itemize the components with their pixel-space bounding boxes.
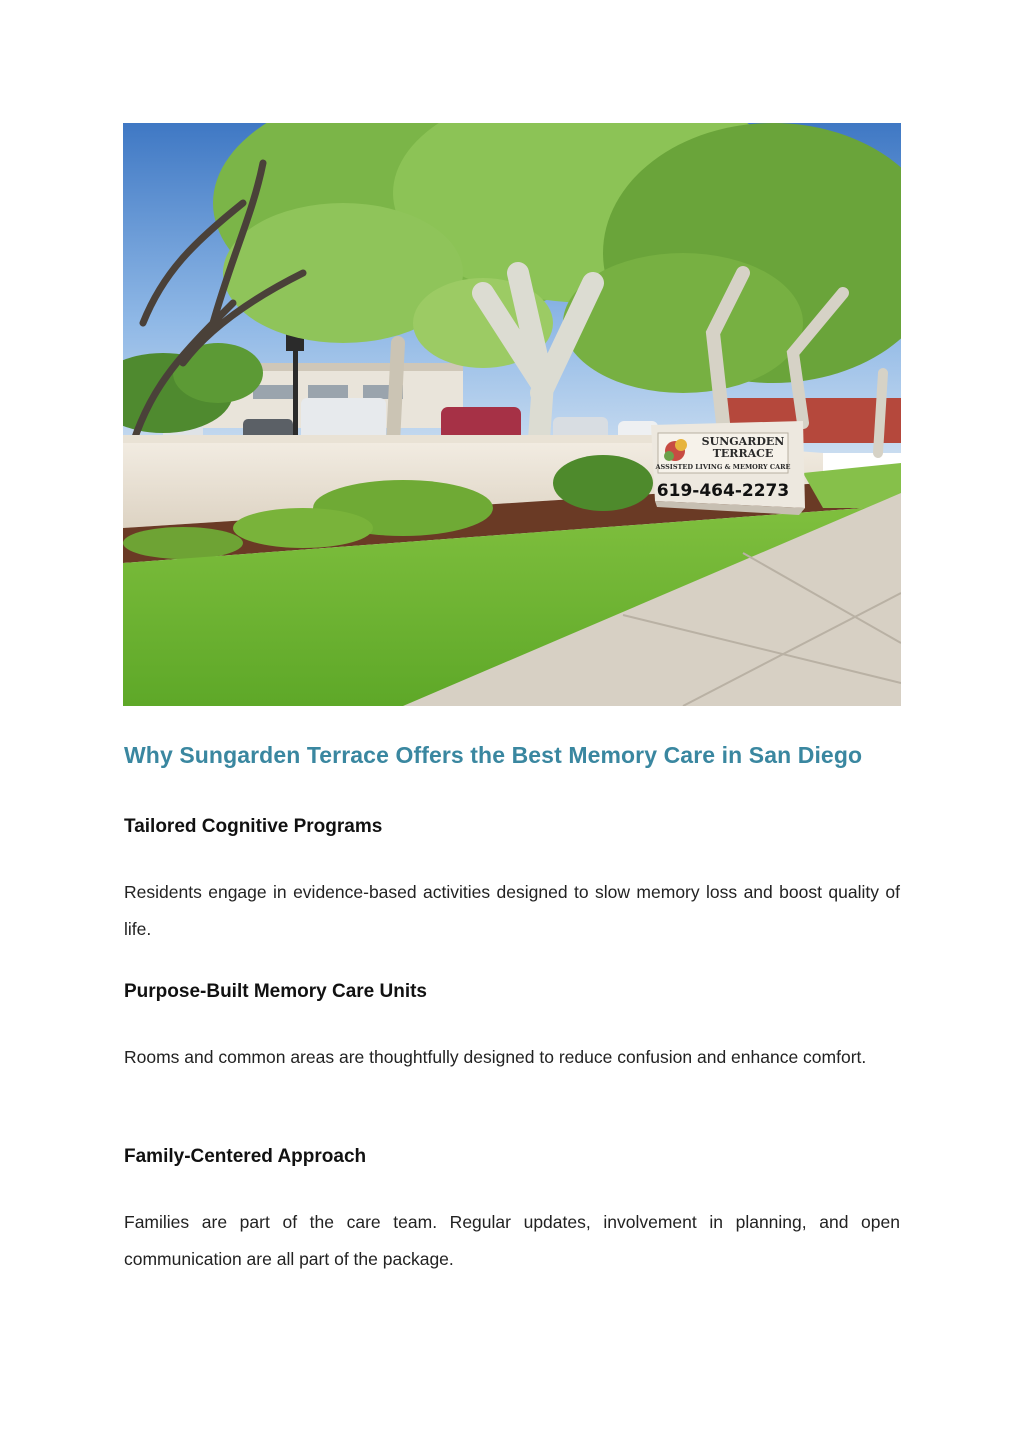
sungarden-sign — [651, 421, 805, 515]
page-heading: Why Sungarden Terrace Offers the Best Memory Care in San Diego — [124, 742, 863, 768]
sign-line1: SUNGARDEN — [701, 435, 785, 448]
section-body-memory-care-units: Rooms and common areas are thoughtfully designed to reduce confusion and enhance comfort. — [124, 1047, 867, 1067]
sign-line2: TERRACE — [712, 447, 774, 460]
sign-line3: ASSISTED LIVING & MEMORY CARE — [655, 463, 791, 471]
section-title-cognitive-programs: Tailored Cognitive Programs — [124, 816, 383, 837]
section-title-family-centered: Family-Centered Approach — [124, 1146, 367, 1167]
sign-phone: 619-464-2273 — [656, 481, 790, 501]
hero-photo — [123, 123, 901, 706]
section-body-family-centered: Families are part of the care team. Regular updates, involvement in planning, and open communication are all part of the package. — [124, 1212, 900, 1269]
section-title-memory-care-units: Purpose-Built Memory Care Units — [124, 981, 427, 1002]
section-body-cognitive-programs: Residents engage in evidence-based activities designed to slow memory loss and boost quality of life. — [124, 882, 900, 939]
